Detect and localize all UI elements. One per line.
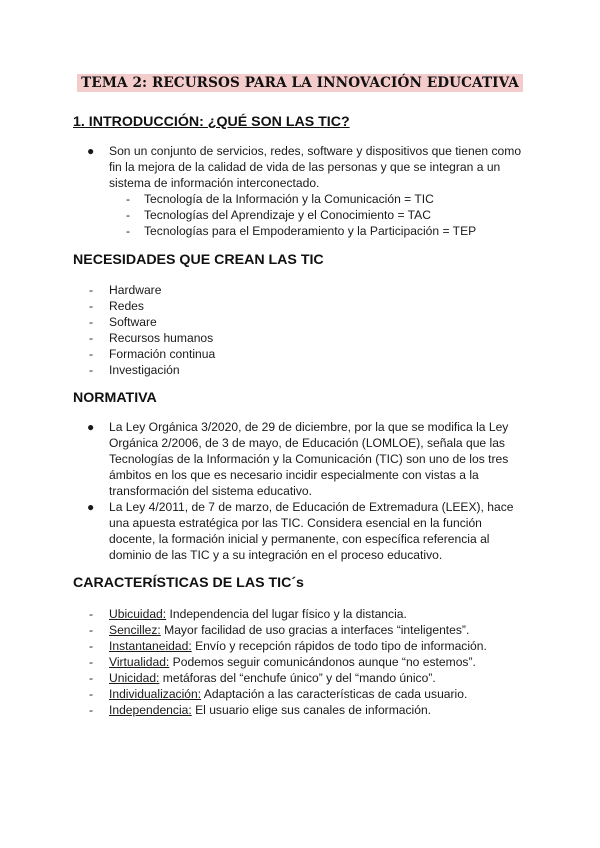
- list-item-text: Investigación: [109, 363, 180, 377]
- list-item: [73, 670, 533, 686]
- text-line: La Ley Orgánica 3/2020, de 29 de diciembre, por la que se modifica la Ley: [109, 420, 509, 434]
- dash-marker: -: [89, 703, 94, 717]
- list-item: [73, 143, 533, 191]
- feature-term: Instantaneidad:: [109, 639, 192, 653]
- text-line: La Ley 4/2011, de 7 de marzo, de Educación de Extremadura (LEEX), hace: [109, 500, 514, 514]
- sub-list-item: [73, 207, 533, 223]
- list-item: [73, 282, 533, 298]
- list-item-text: Redes: [109, 299, 144, 313]
- text-line: transformación del sistema educativo.: [109, 484, 313, 498]
- feature-description: El usuario elige sus canales de información.: [191, 703, 432, 717]
- dash-marker: -: [89, 331, 94, 345]
- list-item: [73, 606, 533, 622]
- text-line: Tecnologías de la Información y la Comunicación (TIC) son uno de los tres: [109, 452, 509, 466]
- section-necesidades-list: [73, 282, 533, 378]
- bullet-marker: ●: [87, 420, 95, 434]
- section-caracteristicas-list: [73, 606, 533, 718]
- list-item-text: Recursos humanos: [109, 331, 214, 345]
- dash-marker: -: [126, 192, 131, 206]
- feature-term: Sencillez:: [109, 623, 161, 637]
- document-title: TEMA 2: RECURSOS PARA LA INNOVACIÓN EDUCATIVA: [77, 74, 523, 92]
- dash-marker: -: [89, 687, 94, 701]
- sub-item-text: Tecnologías del Aprendizaje y el Conocimiento = TAC: [144, 208, 431, 222]
- sub-item-text: Tecnologías para el Empoderamiento y la Participación = TEP: [144, 224, 477, 238]
- section-heading-introduccion: 1. INTRODUCCIÓN: ¿QUÉ SON LAS TIC?: [73, 114, 350, 130]
- sub-item-text: Tecnología de la Información y la Comunicación = TIC: [144, 192, 434, 206]
- dash-marker: -: [89, 607, 94, 621]
- feature-description: Podemos seguir comunicándonos aunque “no estemos”.: [169, 655, 476, 669]
- list-item: [73, 702, 533, 718]
- dash-marker: -: [89, 299, 94, 313]
- text-line: sistema de información interconectado.: [109, 176, 320, 190]
- text-line: docente, la formación inicial y permanente, con específica referencia al: [109, 532, 490, 546]
- feature-description: Independencia del lugar físico y la distancia.: [166, 607, 407, 621]
- bullet-marker: ●: [87, 144, 95, 158]
- feature-term: Virtualidad:: [109, 655, 170, 669]
- list-item-text: Software: [109, 315, 157, 329]
- dash-marker: -: [89, 315, 94, 329]
- title-container: [0, 74, 600, 92]
- dash-marker: -: [126, 208, 131, 222]
- list-item: [73, 499, 533, 563]
- text-line: Son un conjunto de servicios, redes, software y dispositivos que tienen como: [109, 144, 522, 158]
- list-item: [73, 330, 533, 346]
- feature-description: Envío y recepción rápidos de todo tipo de información.: [191, 639, 487, 653]
- feature-term: Individualización:: [109, 687, 202, 701]
- dash-marker: -: [89, 655, 94, 669]
- dash-marker: -: [89, 283, 94, 297]
- text-line: fin la mejora de la calidad de vida de las personas y que se integran a un: [109, 160, 501, 174]
- list-item: [73, 638, 533, 654]
- feature-term: Independencia:: [109, 703, 192, 717]
- bullet-marker: ●: [87, 500, 95, 514]
- section-heading-caracteristicas: CARACTERÍSTICAS DE LAS TIC´s: [73, 575, 304, 591]
- list-item: [73, 622, 533, 638]
- feature-description: Mayor facilidad de uso gracias a interfaces “inteligentes”.: [160, 623, 470, 637]
- dash-marker: -: [89, 363, 94, 377]
- section-heading-normativa: NORMATIVA: [73, 390, 157, 406]
- text-line: ámbitos en los que es necesario incidir especialmente con vistas a la: [109, 468, 479, 482]
- dash-marker: -: [89, 639, 94, 653]
- section-normativa-body: [73, 419, 533, 563]
- list-item: [73, 298, 533, 314]
- dash-marker: -: [89, 347, 94, 361]
- section-introduccion-body: [73, 143, 533, 239]
- list-item: [73, 314, 533, 330]
- dash-marker: -: [89, 623, 94, 637]
- section-heading-necesidades: NECESIDADES QUE CREAN LAS TIC: [73, 252, 324, 268]
- text-line: una apuesta estratégica por las TIC. Considera esencial en la función: [109, 516, 482, 530]
- list-item: [73, 419, 533, 499]
- sub-list-item: [73, 191, 533, 207]
- list-item-text: Hardware: [109, 283, 162, 297]
- dash-marker: -: [126, 224, 131, 238]
- list-item-text: Formación continua: [109, 347, 216, 361]
- feature-description: Adaptación a las características de cada usuario.: [201, 687, 468, 701]
- dash-marker: -: [89, 671, 94, 685]
- feature-term: Unicidad:: [109, 671, 160, 685]
- list-item: [73, 686, 533, 702]
- text-line: Orgánica 2/2006, de 3 de mayo, de Educación (LOMLOE), señala que las: [109, 436, 505, 450]
- feature-description: metáforas del “enchufe único” y del “mando único”.: [159, 671, 436, 685]
- list-item: [73, 654, 533, 670]
- list-item: [73, 362, 533, 378]
- list-item: [73, 346, 533, 362]
- sub-list-item: [73, 223, 533, 239]
- feature-term: Ubicuidad:: [109, 607, 167, 621]
- text-line: dominio de las TIC y a su integración en el proceso educativo.: [109, 548, 443, 562]
